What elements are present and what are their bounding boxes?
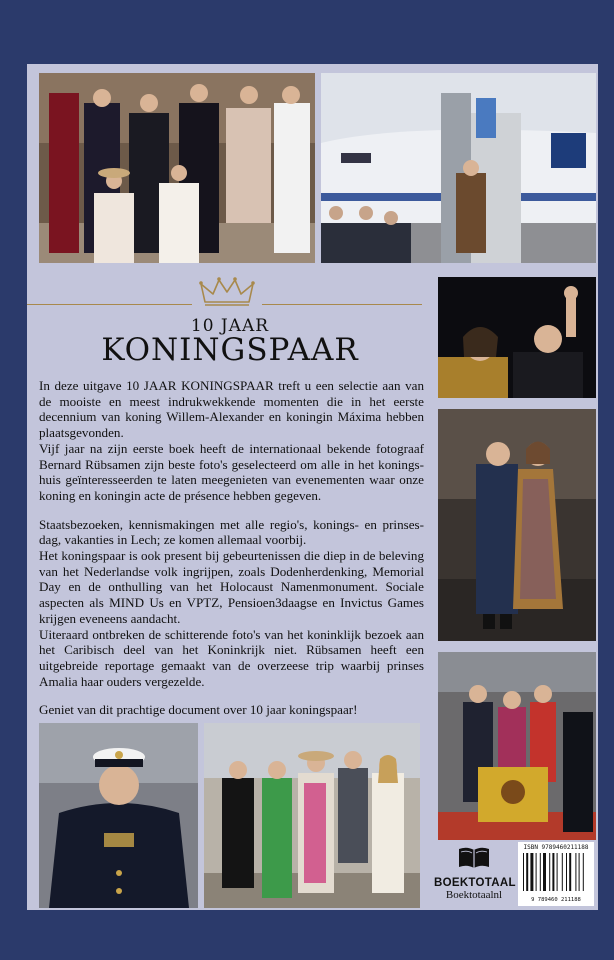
publisher-brand: BOEKTOTAAL: [434, 877, 516, 889]
photo-king-uniform: [39, 723, 198, 908]
title-big: KONINGSPAAR: [101, 332, 359, 368]
publisher-logo: [434, 845, 514, 905]
photo-couple-standing: [438, 409, 596, 641]
photo-waving-couple: [438, 277, 596, 398]
publisher-url: Boektotaalnl: [445, 889, 503, 901]
paragraph: Staatsbezoeken, kennismakingen met alle regio's, konings- en prinsesdag, vakanties in Lech; ze komen allemaal voorbij.: [39, 516, 424, 548]
title-small: 10 JAAR: [190, 316, 270, 336]
barcode-number: 9 789460 211188: [531, 897, 581, 903]
isbn-label: ISBN 9789460211188: [523, 844, 589, 851]
title-rule-left: [27, 304, 192, 305]
photo-ceremony-banner: [438, 652, 596, 840]
barcode: [518, 842, 594, 906]
title-block: [27, 268, 433, 372]
description-text: [39, 378, 424, 718]
paragraph: Geniet van dit prachtige document over 10 jaar koningspaar!: [39, 702, 358, 718]
crown-icon: [197, 276, 257, 308]
book-icon: [457, 845, 491, 871]
photo-family-outdoors: [204, 723, 420, 908]
photo-plane-arrival: [321, 73, 596, 263]
paragraph: Vijf jaar na zijn eerste boek heeft de internationaal bekende fotograaf Bernard Rübsamen zijn beste foto's geselecteerd om alle in het koningshuis geïnteresseerden te laten meegenieten van evenementen waar onze koning en koningin acte de présence hebben gegeven.: [39, 440, 424, 503]
paragraph: Uiteraard ontbreken de schitterende foto's van het koninklijk bezoek aan het Caribisch deel van het Koninkrijk niet. Rübsamen heeft een uitgebreide reportage gemaakt van de overzeese trip waarbij prinses Amalia haar ouders vergezelde.: [39, 626, 424, 689]
paragraph: Het koningspaar is ook present bij gebeurtenissen die diep in de beleving van het Nederlandse volk ingrijpen, zoals Dodenherdenking, Memorial Day en de onthulling van het Holocaust Namenmonument. Sociale aspecten als MIND Us en VPTZ, Pensioen3daagse en Invictus Games krijgen eveneens aandacht.: [39, 548, 424, 626]
paragraph: In deze uitgave 10 JAAR KONINGSPAAR treft u een selectie aan van de mooiste en meest indrukwekkende momenten die in het eerste decennium van koning Willem-Alexander en koningin Máxima hebben plaatsgevonden.: [39, 378, 424, 441]
barcode-bars: [518, 851, 594, 893]
photo-garter-ceremony: [39, 73, 315, 263]
title-rule-right: [262, 304, 422, 305]
